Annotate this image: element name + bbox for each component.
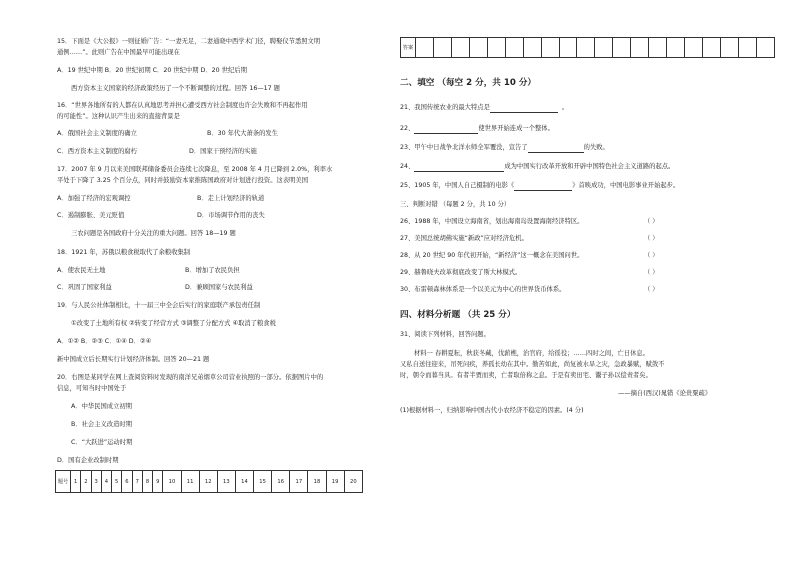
- answer-table-row: [56, 471, 363, 493]
- material1-line2: 又私自送往迎来，吊死问疾，养孤长幼在其中。勤苦如此，尚复被水旱之灾，急政暴赋，赋敛不: [400, 361, 665, 368]
- answer-cell[interactable]: [416, 38, 434, 58]
- material1-line3: 时，朝令而暮当具。有者半贾而卖，亡者取倍称之息。于是有卖田宅、鬻子孙以偿责者矣。: [400, 372, 652, 379]
- q15-options: A．19 世纪中期 B．20 世纪初期 C．20 世纪中期 D．20 世纪后期: [57, 67, 247, 74]
- answer-number-cell: 12: [199, 471, 217, 493]
- q24-text: 成为中国实行改革开放和开辟中国特色社会主义道路的起点。: [504, 163, 675, 170]
- q16-stem-line2: 的可能性”。这种认识产生出来的直接背景是: [57, 113, 180, 120]
- q25-end: 》首映成功，中国电影事业开始起步。: [572, 182, 680, 189]
- answer-table: [55, 470, 363, 493]
- answer-number-cell: 17: [290, 471, 308, 493]
- answer-row-label: 答案: [401, 38, 416, 58]
- q18-option-a: A．使农民无土地: [57, 267, 106, 274]
- q18-option-c: C．巩固了国家利益: [57, 284, 112, 291]
- q19-stem: 19．与人民公社体制相比，十一届三中全会后实行的家庭联产承包责任制: [57, 302, 261, 309]
- q24-blank[interactable]: [414, 163, 504, 172]
- q28-answer-paren[interactable]: （ ）: [644, 252, 659, 259]
- q20-option-a: A．中华民国成立初期: [71, 403, 132, 410]
- q25-text: 25、1905 年，中国人自己摄制的电影《: [400, 182, 515, 189]
- answer-cell[interactable]: [523, 38, 541, 58]
- q17-stem-line2: 平处于下降了 3.25 个百分点，同时并鼓励资本家推陈国政府对计划进行投资。这表明美国: [57, 177, 309, 184]
- answer-number-cell: 19: [326, 471, 344, 493]
- q22-line: [400, 125, 554, 134]
- answer-cell[interactable]: [685, 38, 703, 58]
- answer-number-cell: 6: [122, 471, 132, 493]
- answer-cell[interactable]: [541, 38, 559, 58]
- answer-cell[interactable]: [595, 38, 613, 58]
- q20-option-d: D．国有企业改制时期: [57, 457, 119, 464]
- answer-number-cell: 7: [132, 471, 142, 493]
- answer-number-cell: 18: [308, 471, 326, 493]
- q20-stem-line2: 信息，可知当时中国处于: [57, 385, 127, 392]
- q30-text: 30、布雷顿森林体系是一个以美元为中心的世界货币体系。: [400, 286, 566, 293]
- q15-stem-line1: 15．下面是《大公报》一则征婚广告：“一妻无足，二妻通晓中西学术门径，聘娶仪节悉照文明: [57, 38, 321, 45]
- q21-text: 21、我国传统农业的最大特点是: [400, 104, 490, 111]
- q22-blank[interactable]: [414, 125, 478, 134]
- q30-answer-paren[interactable]: （ ）: [644, 286, 659, 293]
- section-fill-blank-heading: 二、填空 （每空 2 分，共 10 分）: [400, 78, 537, 88]
- answer-cell[interactable]: [433, 38, 451, 58]
- answer-cell[interactable]: [703, 38, 721, 58]
- q18-stem: 18．1921 年，苏俄以粮食税取代了余粮收集制: [57, 249, 191, 256]
- q19-items: ①改变了土地所有权 ②转变了经营方式 ③调整了分配方式 ④取消了粮食税: [71, 320, 276, 327]
- q23-end: 的失败。: [583, 144, 609, 151]
- q20-option-b: B．社会主义改造时期: [71, 421, 132, 428]
- q16-option-b: B．30 年代大萧条的发生: [207, 130, 279, 137]
- q29-answer-paren[interactable]: （ ）: [644, 269, 659, 276]
- q21-blank[interactable]: [490, 104, 558, 113]
- q26-text: 26、1988 年，中国设立海南省，划出海南岛设置海南经济特区。: [400, 218, 584, 225]
- answer-number-cell: 2: [81, 471, 91, 493]
- q31-stem: 31、阅读下列材料，回答问题。: [400, 331, 490, 338]
- q31-subquestion-1: (1)根据材料一，归纳影响中国古代小农经济不稳定的因素。(4 分): [400, 407, 584, 414]
- q27-answer-paren[interactable]: （ ）: [644, 235, 659, 242]
- answer-row-table: [400, 37, 775, 58]
- answer-cell[interactable]: [667, 38, 685, 58]
- answer-cell[interactable]: [613, 38, 631, 58]
- answer-number-cell: 20: [344, 471, 362, 493]
- q23-line: [400, 144, 609, 153]
- q17-option-b: B．走上计划经济的轨道: [197, 195, 265, 202]
- answer-cell[interactable]: [649, 38, 667, 58]
- q16-option-a: A．俄国社会主义制度的确立: [57, 130, 137, 137]
- answer-cell[interactable]: [505, 38, 523, 58]
- answer-cell[interactable]: [487, 38, 505, 58]
- q17-stem-line1: 17．2007 年 9 月以来美国联邦储备委员会连续七次降息，至 2008 年 4 月已降到 2.0%，利率水: [57, 166, 333, 173]
- answer-row: [401, 38, 775, 58]
- answer-number-cell: 10: [163, 471, 181, 493]
- answer-number-cell: 9: [153, 471, 163, 493]
- q29-text: 29、赫鲁晓夫改革彻底改变了斯大林模式。: [400, 269, 522, 276]
- material1-line1: 材料一 春耕夏耘，秋获冬藏，伐薪樵，治官府，给徭役；……四时之间，亡日休息。: [414, 350, 649, 357]
- answer-cell[interactable]: [451, 38, 469, 58]
- answer-number-cell: 1: [71, 471, 81, 493]
- q21-line: [400, 104, 568, 113]
- answer-cell[interactable]: [469, 38, 487, 58]
- answer-cell[interactable]: [720, 38, 738, 58]
- q19-options: A．①② B．②③ C．①④ D．②④: [57, 338, 152, 345]
- q18-option-b: B．增加了农民负担: [185, 267, 240, 274]
- q24-line: [400, 163, 674, 172]
- q26-answer-paren[interactable]: （ ）: [644, 218, 659, 225]
- answer-cell[interactable]: [756, 38, 774, 58]
- q23-text: 23、甲午中日战争北洋水师全军覆没，宣告了: [400, 144, 528, 151]
- q17-option-c: C．遏制膨胀、美元贬值: [57, 212, 125, 219]
- q27-text: 27、美国总统胡佛实施“新政”应对经济危机。: [400, 235, 528, 242]
- answer-number-cell: 15: [254, 471, 272, 493]
- material1-source: ——摘自(西汉)晁错《论贵粟疏》: [618, 390, 712, 397]
- intro-18-19: 三农问题是各国政府十分关注的重大问题。回答 18—19 题: [71, 230, 236, 237]
- q25-blank[interactable]: [514, 182, 572, 191]
- q23-blank[interactable]: [528, 144, 584, 153]
- q24-num: 24、: [400, 163, 415, 170]
- answer-number-cell: 14: [235, 471, 253, 493]
- q21-end: 。: [561, 104, 569, 111]
- answer-table-label: 题号: [56, 471, 71, 493]
- answer-number-cell: 8: [142, 471, 152, 493]
- q28-text: 28、从 20 世纪 90 年代初开始，“新经济”这一概念在美国问世。: [400, 252, 584, 259]
- answer-number-cell: 5: [112, 471, 122, 493]
- q25-line: [400, 182, 679, 191]
- answer-cell[interactable]: [577, 38, 595, 58]
- answer-number-cell: 3: [91, 471, 101, 493]
- answer-cell[interactable]: [631, 38, 649, 58]
- q16-option-d: D．国家干预经济的实施: [189, 148, 257, 155]
- intro-16-17: 西方资本主义国家的经济政策经历了一个不断调整的过程。回答 16—17 题: [71, 85, 280, 92]
- answer-number-cell: 11: [181, 471, 199, 493]
- q18-option-d: D．兼顾国家与农民利益: [185, 284, 253, 291]
- q16-option-c: C．西方资本主义制度的腐朽: [57, 148, 137, 155]
- q16-stem-line1: 16．“世界各地所有的人都在认真地思考并担心遭受西方社会制度也许会失败和不再起作用: [57, 102, 308, 109]
- q15-stem-line2: 通例……”。此则广告在中国最早可能出现在: [57, 49, 180, 56]
- answer-cell[interactable]: [738, 38, 756, 58]
- section-judge-heading: 三、判断对错 （每题 2 分，共 10 分）: [400, 201, 511, 208]
- intro-20-21: 新中国成立后长期实行计划经济体制。回答 20—21 题: [57, 356, 210, 363]
- section-material-heading: 四、材料分析题 （共 25 分）: [400, 310, 516, 320]
- answer-number-cell: 16: [272, 471, 290, 493]
- q17-option-d: D．市场调节作用的丧失: [197, 212, 265, 219]
- answer-number-cell: 4: [101, 471, 111, 493]
- answer-cell[interactable]: [559, 38, 577, 58]
- q17-option-a: A．加强了经济的宏观调控: [57, 195, 131, 202]
- q22-num: 22、: [400, 125, 415, 132]
- q20-stem-line1: 20．右图是某同学在网上查阅资料时发现的南洋兄弟烟草公司营业执照的一部分。依据图片中的: [57, 374, 324, 381]
- q22-text: 使世界开始连成一个整体。: [478, 125, 554, 132]
- q20-option-c: C．“大跃进”运动时期: [71, 439, 133, 446]
- answer-number-cell: 13: [217, 471, 235, 493]
